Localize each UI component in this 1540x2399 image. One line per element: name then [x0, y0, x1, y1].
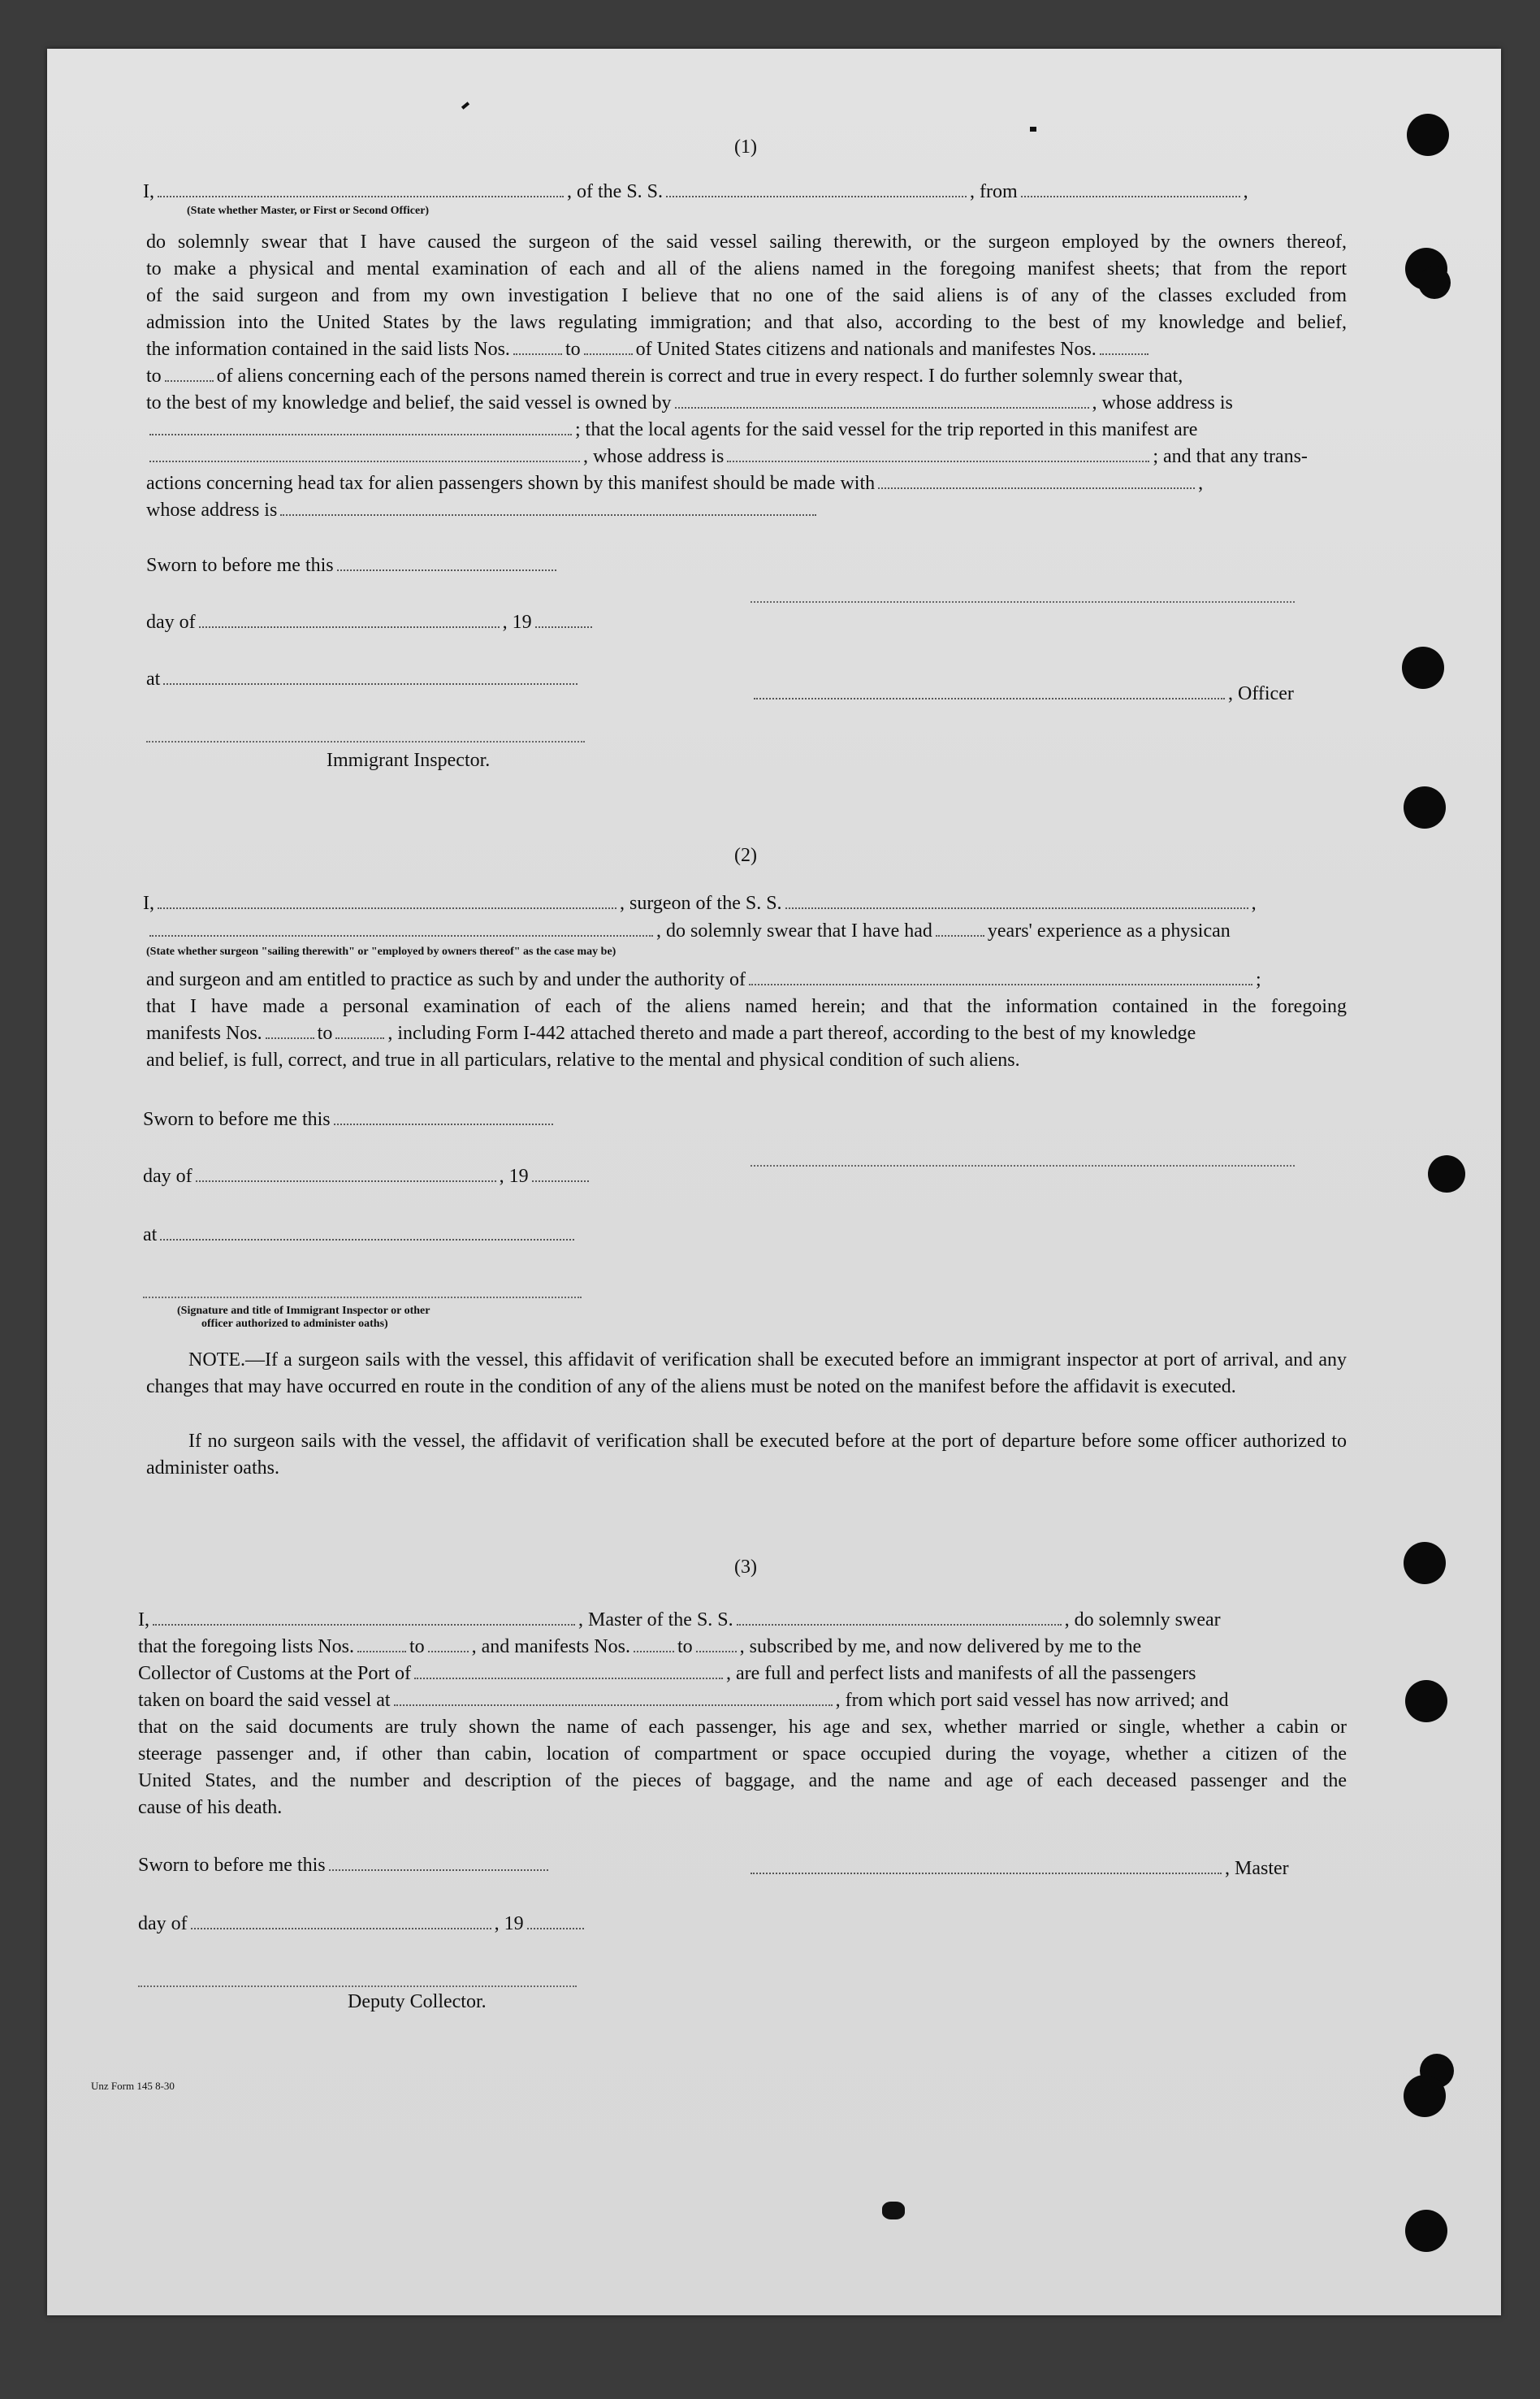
- inspector-line: [143, 1297, 582, 1298]
- field-note: (State whether surgeon "sailing therewith" or "employed by owners thereof" as the case may be): [146, 946, 616, 958]
- paragraph-line: that on the said documents are truly shown the name of each passenger, his age and sex, whether married or single, whether a cabin or: [138, 1717, 1347, 1738]
- oath-line: , do solemnly swear that I have had years' experience as a physican: [146, 918, 1231, 945]
- paragraph-line: of the said surgeon and from my own investigation I believe that no one of the said aliens is of any of the classes excluded from: [146, 285, 1347, 306]
- inspector-label: Immigrant Inspector.: [327, 750, 491, 771]
- at-label: at: [143, 1222, 578, 1249]
- paragraph-line: to of aliens concerning each of the persons named therein is correct and true in every respect. I do further solemnly swear that,: [146, 366, 1183, 387]
- punch-hole: [1402, 647, 1444, 689]
- signature-note: officer authorized to administer oaths): [201, 1318, 388, 1330]
- punch-hole: [1418, 266, 1451, 299]
- paragraph-line: the information contained in the said lists Nos. to of United States citizens and nationals and manifestes Nos.: [146, 336, 1152, 363]
- note-paragraph: NOTE.—If a surgeon sails with the vessel, this affidavit of verification shall be executed before an immigrant inspector at port of arrival, and any changes that may have occurred en route in the condition of any of the aliens must be noted on the manifest before the affidavit is executed.: [146, 1349, 1347, 1397]
- paragraph-line: admission into the United States by the laws regulating immigration; and that also, according to the best of my knowledge and belief,: [146, 312, 1347, 333]
- note-paragraph: If no surgeon sails with the vessel, the affidavit of verification shall be executed before at the port of departure before some officer authorized to administer oaths.: [146, 1431, 1347, 1479]
- inspector-line: [146, 741, 585, 743]
- paragraph-line: to make a physical and mental examination of each and all of the aliens named in the foregoing manifest sheets; that from the report: [146, 258, 1347, 279]
- sworn-label: Sworn to before me this: [143, 1106, 556, 1133]
- day-of-label: day of , 19: [146, 609, 595, 636]
- sworn-label: Sworn to before me this: [146, 552, 560, 579]
- section-number: (2): [734, 845, 757, 866]
- oath-line: I, , Master of the S. S. , do solemnly swear: [138, 1609, 1221, 1630]
- paragraph-line: and surgeon and am entitled to practice as such by and under the authority of ;: [146, 969, 1261, 990]
- officer-line: , Officer: [751, 681, 1294, 708]
- paragraph-line: ; that the local agents for the said vessel for the trip reported in this manifest are: [146, 417, 1197, 444]
- signature-note: (Signature and title of Immigrant Inspector or other: [177, 1305, 430, 1317]
- paragraph-line: whose address is: [146, 497, 820, 524]
- oath-line: I, , of the S. S. , from ,: [143, 181, 1248, 202]
- oath-line: that the foregoing lists Nos. to , and manifests Nos. to , subscribed by me, and now delivered by me to the: [138, 1636, 1142, 1657]
- punch-hole: [1404, 2075, 1446, 2117]
- deputy-label: Deputy Collector.: [348, 1991, 487, 2012]
- oath-line: taken on board the said vessel at , from which port said vessel has now arrived; and: [138, 1690, 1229, 1711]
- paragraph-line: that I have made a personal examination of each of the aliens named herein; and that the information contained in the foregoing: [146, 996, 1347, 1017]
- section-number: (3): [734, 1557, 757, 1578]
- signature-line: [751, 601, 1295, 603]
- paragraph-line: United States, and the number and description of the pieces of baggage, and the name and age of each deceased passenger and the: [138, 1770, 1347, 1791]
- master-line: , Master: [747, 1856, 1289, 1882]
- oath-line: Collector of Customs at the Port of , are full and perfect lists and manifests of all the passengers: [138, 1663, 1196, 1684]
- paragraph-line: do solemnly swear that I have caused the surgeon of the said vessel sailing therewith, or the surgeon employed by the owners thereof,: [146, 232, 1347, 253]
- paragraph-line: and belief, is full, correct, and true in all particulars, relative to the mental and physical condition of such aliens.: [146, 1050, 1020, 1071]
- punch-hole: [1428, 1155, 1465, 1193]
- at-label: at: [146, 666, 581, 693]
- ink-speck: [882, 2202, 905, 2219]
- field-note: (State whether Master, or First or Second Officer): [187, 205, 430, 217]
- punch-hole: [1405, 1680, 1447, 1722]
- form-number: Unz Form 145 8-30: [91, 2080, 175, 2092]
- paragraph-line: steerage passenger and, if other than cabin, location of compartment or space occupied during the voyage, whether a citizen of the: [138, 1743, 1347, 1765]
- deputy-line: [138, 1985, 577, 1987]
- paragraph-line: to the best of my knowledge and belief, the said vessel is owned by , whose address is: [146, 392, 1233, 414]
- day-of-label: day of , 19: [143, 1163, 592, 1190]
- ink-speck: [461, 102, 469, 109]
- oath-line: I, , surgeon of the S. S. ,: [143, 893, 1257, 914]
- punch-hole: [1404, 786, 1446, 829]
- signature-line: [751, 1165, 1295, 1167]
- form-sheet: [47, 49, 1501, 2315]
- paragraph-line: actions concerning head tax for alien passengers shown by this manifest should be made with ,: [146, 473, 1204, 494]
- paragraph-line: , whose address is ; and that any trans-: [146, 444, 1308, 470]
- day-of-label: day of , 19: [138, 1911, 587, 1938]
- ink-speck: [1030, 127, 1036, 132]
- paragraph-line: cause of his death.: [138, 1797, 283, 1818]
- section-number: (1): [734, 136, 757, 158]
- sworn-label: Sworn to before me this: [138, 1852, 552, 1879]
- paragraph-line: manifests Nos. to , including Form I-442 attached thereto and made a part thereof, according to the best of my knowledge: [146, 1023, 1196, 1044]
- punch-hole: [1405, 2210, 1447, 2252]
